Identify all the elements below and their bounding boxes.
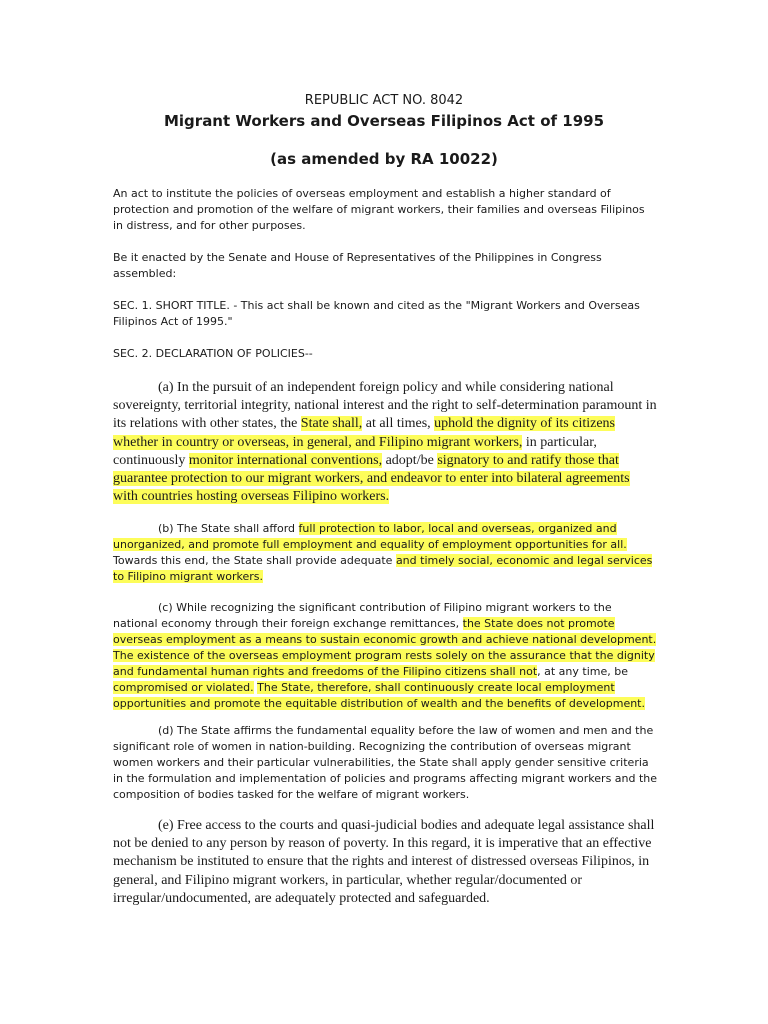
text-run: (b) The State shall afford: [158, 522, 299, 535]
policy-paragraph-c: [113, 600, 658, 712]
text-run: at all times,: [362, 416, 435, 432]
highlighted-text: compromised or violated.: [113, 681, 254, 694]
text-run: in particular, continuously: [113, 434, 597, 468]
enacting-clause-paragraph: Be it enacted by the Senate and House of Representatives of the Philippines in Congress assembled:: [113, 251, 602, 280]
highlighted-text: The State, therefore, shall continuously create local employment opportunities and promote the equitable distribution of wealth and the benefits of development.: [113, 681, 645, 710]
highlighted-text: the State does not promote overseas employment as a means to sustain economic growth and achieve national development. The existence of the overseas employment program rests solely on the assurance that the dignity and fundamental human rights and freedoms of the Filipino citizens shall not: [113, 617, 657, 678]
highlighted-text: uphold the dignity of its citizens whether in country or overseas, in general, and Filipino migrant workers,: [113, 416, 615, 450]
section-2-heading: SEC. 2. DECLARATION OF POLICIES--: [113, 347, 313, 360]
highlighted-text: and timely social, economic and legal services to Filipino migrant workers.: [113, 554, 653, 583]
amendment-note: (as amended by RA 10022): [270, 150, 498, 168]
policy-paragraph-b: [113, 521, 658, 585]
text-run: (c) While recognizing the significant contribution of Filipino migrant workers to the national economy through their foreign exchange remittances,: [113, 601, 612, 630]
text-run: Towards this end, the State shall provide adequate: [113, 554, 396, 567]
highlighted-text: monitor international conventions,: [188, 452, 383, 468]
act-title: Migrant Workers and Overseas Filipinos Act of 1995: [163, 112, 605, 130]
highlighted-text: State shall,: [300, 416, 363, 432]
text-run: (a) In the pursuit of an independent foreign policy and while considering national sovereignty, territorial integrity, national interest and the right to self-determination paramount in its relations with other states, the: [113, 380, 657, 432]
policy-paragraph-a: [113, 379, 658, 506]
text-run: , at any time, be: [537, 665, 628, 678]
policy-paragraph-e: (e) Free access to the courts and quasi-judicial bodies and adequate legal assistance shall not be denied to any person by reason of poverty. In this regard, it is imperative that an effective mechanism be instituted to ensure that the rights and interest of distressed overseas Filipinos, in general, and Filipino migrant workers, in particular, whether regular/documented or irregular/undocumented, are adequately protected and safeguarded.: [113, 818, 655, 906]
act-number: REPUBLIC ACT NO. 8042: [304, 93, 464, 108]
policy-paragraph-d: (d) The State affirms the fundamental equality before the law of women and men and the significant role of women in nation-building. Recognizing the contribution of overseas migrant women workers and their particular vulnerabilities, the State shall apply gender sensitive criteria in the formulation and implementation of policies and programs affecting migrant workers and the composition of bodies tasked for the welfare of migrant workers.: [113, 724, 658, 801]
highlighted-text: signatory to and ratify those that guarantee protection to our migrant workers, and endeavor to enter into bilateral agreements with countries hosting overseas Filipino workers.: [113, 452, 630, 505]
section-1-short-title: SEC. 1. SHORT TITLE. - This act shall be known and cited as the "Migrant Workers and Overseas Filipinos Act of 1995.": [113, 299, 640, 328]
preamble-paragraph: An act to institute the policies of overseas employment and establish a higher standard of protection and promotion of the welfare of migrant workers, their families and overseas Filipinos in distress, and for other purposes.: [113, 187, 645, 232]
highlighted-text: full protection to labor, local and overseas, organized and unorganized, and promote full employment and equality of employment opportunities for all.: [113, 522, 627, 551]
text-run: adopt/be: [382, 452, 438, 468]
